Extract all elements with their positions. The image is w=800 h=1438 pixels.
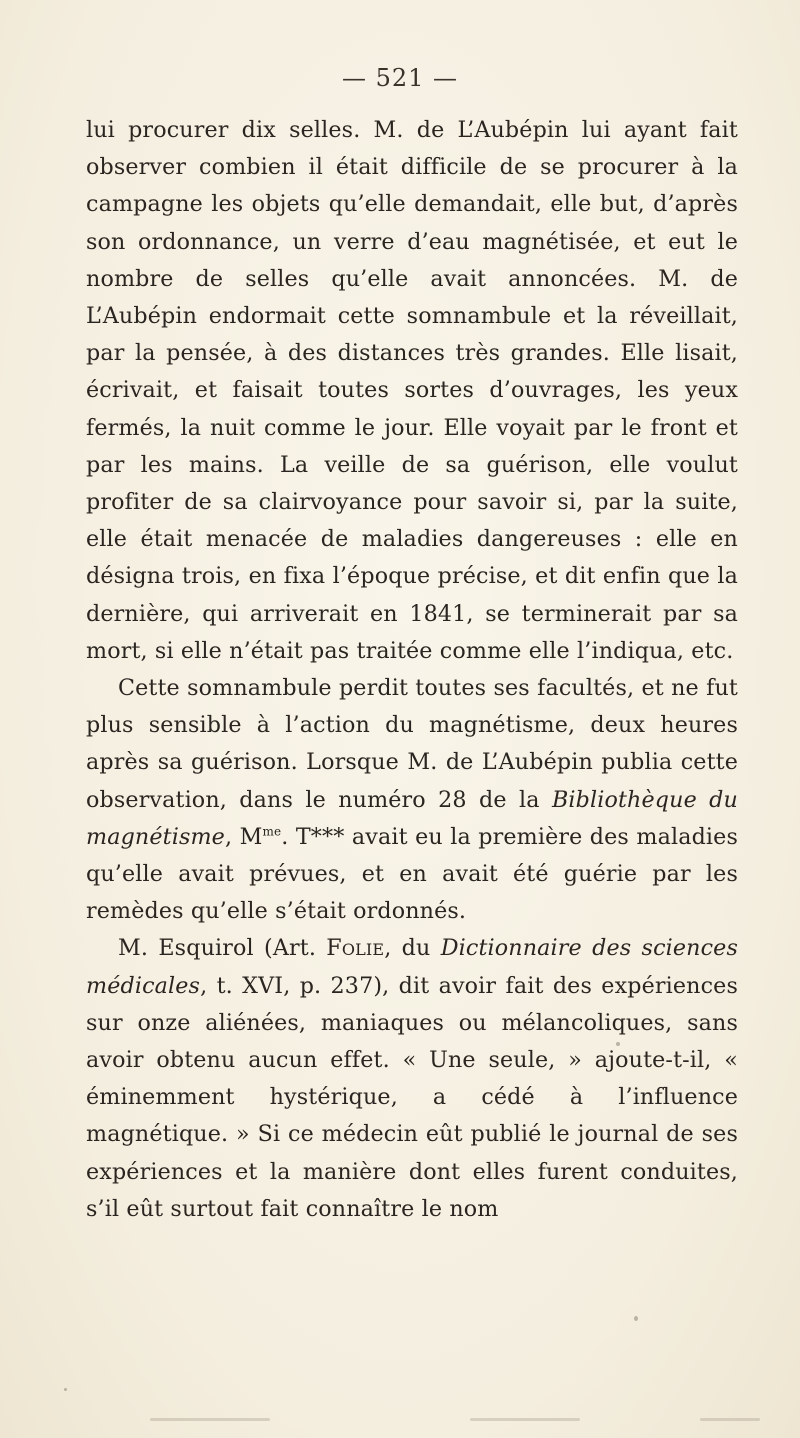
paper-speck [634, 1316, 638, 1321]
paper-speck [616, 1042, 620, 1046]
text-run: M. Esquirol (Art. [118, 935, 327, 962]
text-italic: Dictionnaire des sciences médicales [86, 935, 739, 999]
text-sup: me [262, 824, 282, 839]
page-number-header: — 521 — [341, 64, 459, 92]
text-run: , t. XVI, p. 237), dit avoir fait des expériences sur onze aliénées, maniaques ou mélancoliques, sans avoir obtenu aucun effet. « Une seule, » ajoute-t-il, « éminemment hystérique, a cédé à l’influence magnétique. » Si ce médecin eût publié le journal de ses expériences et la manière dont elles furent conduites, s’il eût surtout fait connaître le nom [86, 972, 738, 1222]
text-run: , M [224, 823, 263, 850]
paper-smudge [700, 1418, 760, 1421]
text-italic: Bibliothèque du magnétisme [86, 786, 738, 850]
text-run: , du [384, 935, 441, 962]
text-smallcaps: Folie [326, 935, 385, 962]
text-run: . T*** avait eu la première des maladies qu’elle avait prévues, et en avait été guérie par les remèdes qu’elle s’était ordonnés. [86, 823, 738, 925]
paper-smudge [470, 1418, 580, 1421]
text-run: lui procurer dix selles. M. de L’Aubépin lui ayant fait observer combien il était difficile de se procurer à la campagne les objets qu’elle demandait, elle but, d’après son ordonnance, un verre d’eau magnétisée, et eut le nombre de selles qu’elle avait annoncées. M. de L’Aubépin endormait cette somnambule et la réveillait, par la pensée, à des distances très grandes. Elle lisait, écrivait, et faisait toutes sortes d’ouvrages, les yeux fermés, la nuit comme le jour. Elle voyait par le front et par les mains. La veille de sa guérison, elle voulut profiter de sa clairvoyance pour savoir si, par la suite, elle était menacée de maladies dangereuses : elle en désigna trois, en fixa l’époque précise, et dit enfin que la dernière, qui arriverait en 1841, se terminerait par sa mort, si elle n’était pas traitée comme elle l’indiqua, etc. [86, 117, 738, 664]
body-text [86, 112, 738, 1228]
paper-speck [64, 1388, 67, 1391]
paragraph [86, 930, 738, 1228]
paper-smudge [150, 1418, 270, 1421]
text-run: Cette somnambule perdit toutes ses facultés, et ne fut plus sensible à l’action du magnétisme, deux heures après sa guérison. Lorsque M. de L’Aubépin publia cette observation, dans le numéro 28 de la [86, 675, 738, 813]
paragraph [86, 670, 738, 930]
paragraph [86, 112, 738, 670]
